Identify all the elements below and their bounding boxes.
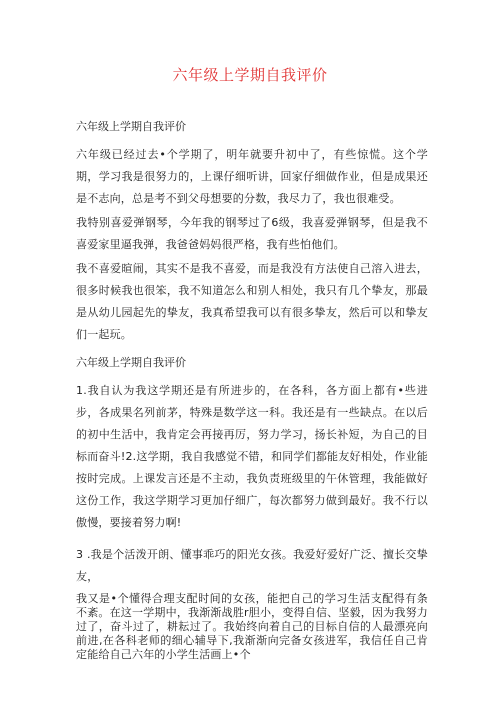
paragraph: 我不喜爱暄闹，其实不是我不喜爱，而是我没有方法使自己溶入进去，很多时候我也很笨，我不知道怎么和别人相处，我只有几个挚友，那最是从幼儿园起先的挚友，我真希望我可以有很多挚友，然后可以和挚友们一起玩。 [76, 262, 428, 341]
section-heading: 六年级上学期自我评价 [76, 356, 186, 369]
document-title: 六年级上学期自我评价 [172, 66, 328, 84]
document-body [76, 120, 428, 664]
paragraph: 1.我自认为我这学期还是有所进步的，在各科，各方面上都有•些进步，各成果名列前茅，特殊是数学这一科。我还是有一些缺点。在以后的初中生活中，我肯定会再接再厉，努力学习，扬长补短，为自己的目标而奋斗!2.这学期，我自我感觉不错，和同学们都能友好相处，作业能按时完成。上课发言还是不主动，我负责班级里的午休管理，我能做好这份工作，我这学期学习更加仔细广，每次都努力做到最好。我不行以傲慢，要接着努力啊! [76, 384, 428, 529]
paragraph: 3 .我是个活泼开朗、懂事乖巧的阳光女孩。我爱好爱好广泛、擅长交挚友， [76, 548, 428, 583]
paragraph: 我特别喜爱弹钢琴，今年我的钢琴过了6级，我喜爱弹钢琴，但是我不喜爱家里逼我弹，我爸爸妈妈很严格，我有些怕他们。 [76, 216, 428, 251]
paragraph: 六年级已经过去•个学期了，明年就要升初中了，有些惊慌。这个学期，学习我是很努力的，上课仔细听讲，回家仔细做作业，但是成果还是不志向，总是考不到父母想要的分数，我尽力了，我也很难受。 [76, 148, 428, 205]
paragraph: 我又是•个懂得合理支配时间的女孩，能把自己的学习生活支配得有条不紊。在这一学期中，我渐渐战胜r胆小，变得自信、坚毅，因为我努力过了，奋斗过了，耕耘过了。我始终向着自己的目标自信的人最漂亮向前进,在各科老师的细心辅导下,我渐渐向完备女孩进军，我信任自己肯定能给自己六年的小学生活画上•个 [76, 592, 428, 661]
section-heading: 六年级上学期自我评价 [76, 120, 186, 133]
